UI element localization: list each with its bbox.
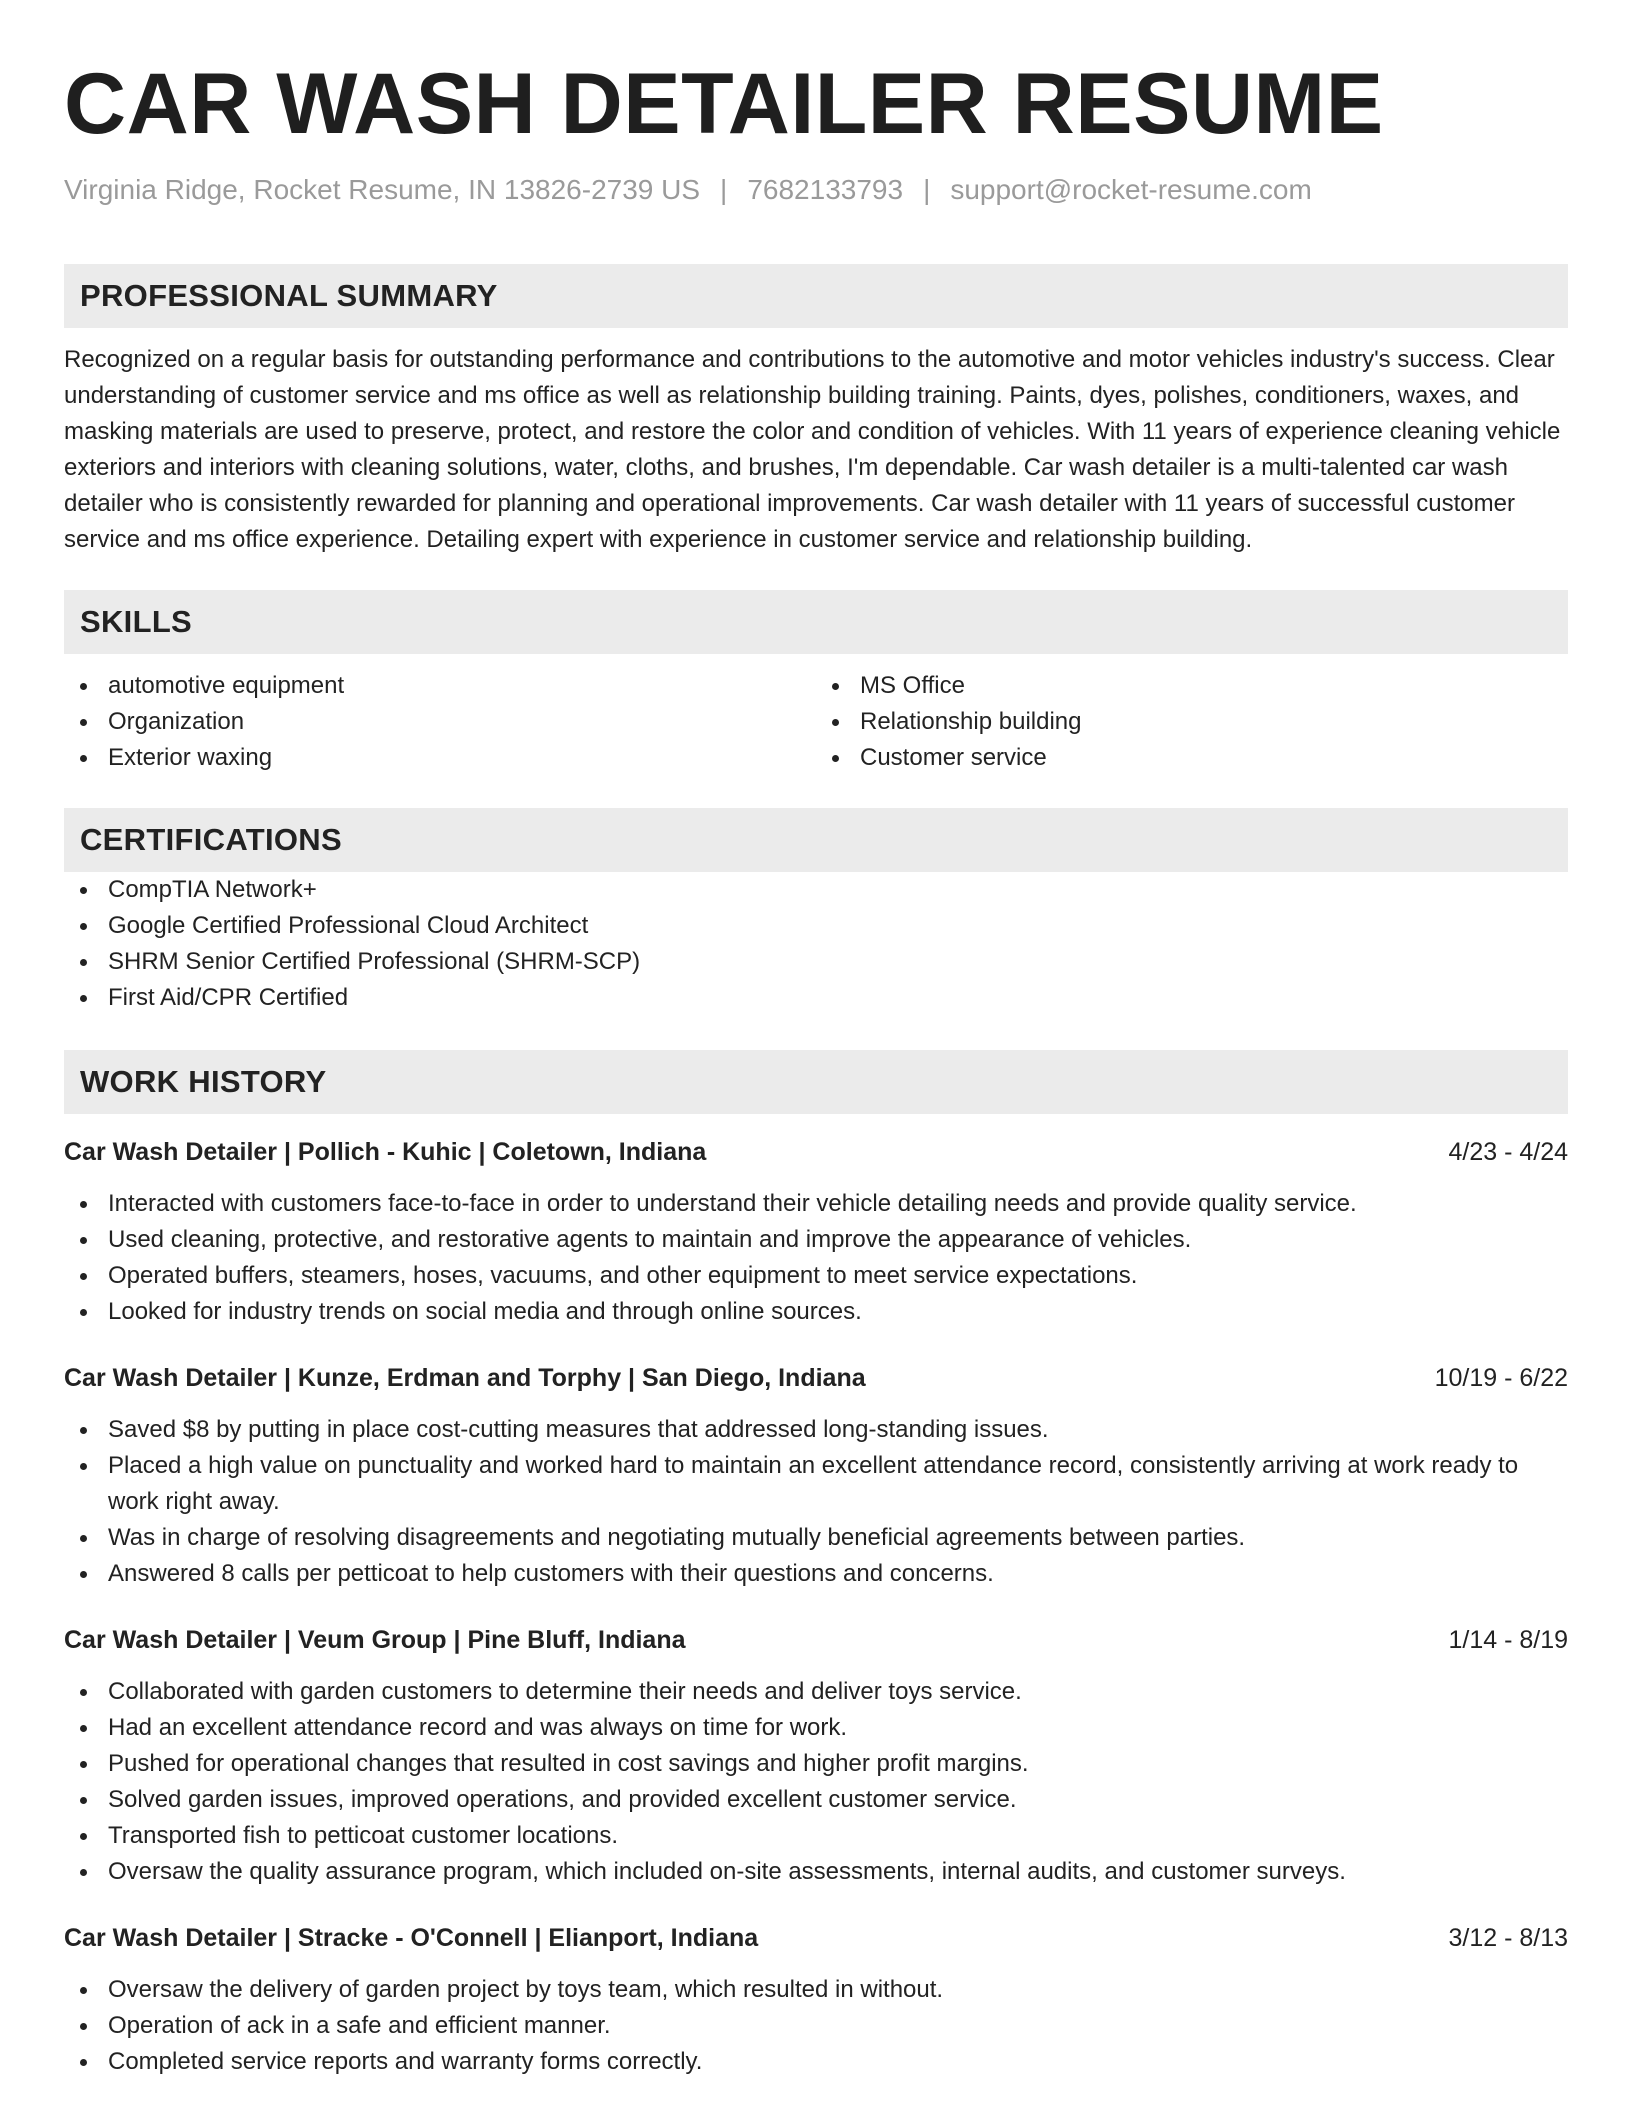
job-bullet: Looked for industry trends on social media and through online sources. xyxy=(64,1294,1568,1330)
skills-column-right xyxy=(816,668,1568,776)
job-bullet: Placed a high value on punctuality and worked hard to maintain an excellent attendance record, consistently arriving at work ready to work right away. xyxy=(64,1448,1568,1520)
job-entry xyxy=(64,1920,1568,2080)
certification-item: Google Certified Professional Cloud Architect xyxy=(64,908,1568,944)
job-bullet: Solved garden issues, improved operations, and provided excellent customer service. xyxy=(64,1782,1568,1818)
section-heading: CERTIFICATIONS xyxy=(64,808,1568,872)
page-title: CAR WASH DETAILER RESUME xyxy=(64,56,1384,152)
job-bullet: Was in charge of resolving disagreements and negotiating mutually beneficial agreements between parties. xyxy=(64,1520,1568,1556)
certification-list xyxy=(64,872,1568,1016)
job-bullet: Oversaw the quality assurance program, which included on-site assessments, internal audits, and customer surveys. xyxy=(64,1854,1568,1890)
certifications-section xyxy=(64,808,1568,1016)
address-text: Virginia Ridge, Rocket Resume, IN 13826-2739 US xyxy=(64,174,701,205)
professional-summary-section xyxy=(64,264,1568,558)
job-title: Car Wash Detailer | Veum Group | Pine Bluff, Indiana xyxy=(64,1626,686,1654)
job-bullet: Operated buffers, steamers, hoses, vacuums, and other equipment to meet service expectations. xyxy=(64,1258,1568,1294)
email-link[interactable]: support@rocket-resume.com xyxy=(950,174,1312,205)
skill-item: automotive equipment xyxy=(64,668,816,704)
job-bullet: Pushed for operational changes that resulted in cost savings and higher profit margins. xyxy=(64,1746,1568,1782)
job-bullet: Answered 8 calls per petticoat to help customers with their questions and concerns. xyxy=(64,1556,1568,1592)
job-bullets xyxy=(64,1412,1568,1592)
job-bullet: Had an excellent attendance record and was always on time for work. xyxy=(64,1710,1568,1746)
skills-section xyxy=(64,590,1568,776)
work-history-section xyxy=(64,1050,1568,2080)
section-heading: PROFESSIONAL SUMMARY xyxy=(64,264,1568,328)
job-bullet: Used cleaning, protective, and restorative agents to maintain and improve the appearance of vehicles. xyxy=(64,1222,1568,1258)
job-bullet: Saved $8 by putting in place cost-cutting measures that addressed long-standing issues. xyxy=(64,1412,1568,1448)
section-heading: SKILLS xyxy=(64,590,1568,654)
certification-item: SHRM Senior Certified Professional (SHRM-SCP) xyxy=(64,944,1568,980)
skill-item: Organization xyxy=(64,704,816,740)
job-bullet: Transported fish to petticoat customer locations. xyxy=(64,1818,1568,1854)
phone-text: 7682133793 xyxy=(747,174,904,205)
job-header xyxy=(64,1360,1568,1396)
section-heading: WORK HISTORY xyxy=(64,1050,1568,1114)
job-title: Car Wash Detailer | Kunze, Erdman and Torphy | San Diego, Indiana xyxy=(64,1364,866,1392)
certification-item: CompTIA Network+ xyxy=(64,872,1568,908)
job-dates: 10/19 - 6/22 xyxy=(1434,1364,1568,1392)
job-bullets xyxy=(64,1186,1568,1330)
job-bullet: Collaborated with garden customers to determine their needs and deliver toys service. xyxy=(64,1674,1568,1710)
job-bullets xyxy=(64,1972,1568,2080)
skills-grid xyxy=(64,668,1568,776)
contact-separator: | xyxy=(720,174,728,205)
job-bullet: Completed service reports and warranty forms correctly. xyxy=(64,2044,1568,2080)
certification-item: First Aid/CPR Certified xyxy=(64,980,1568,1016)
job-header xyxy=(64,1134,1568,1170)
job-bullet: Interacted with customers face-to-face in order to understand their vehicle detailing needs and provide quality service. xyxy=(64,1186,1568,1222)
job-title: Car Wash Detailer | Pollich - Kuhic | Coletown, Indiana xyxy=(64,1138,707,1166)
skill-item: Relationship building xyxy=(816,704,1568,740)
job-dates: 3/12 - 8/13 xyxy=(1448,1924,1568,1952)
job-entry xyxy=(64,1134,1568,1330)
job-dates: 1/14 - 8/19 xyxy=(1448,1626,1568,1654)
summary-text: Recognized on a regular basis for outstanding performance and contributions to the automotive and motor vehicles industry's success. Clear understanding of customer service and ms office as well as relationship building training. Paints, dyes, polishes, conditioners, waxes, and masking materials are used to preserve, protect, and restore the color and condition of vehicles. With 11 years of experience cleaning vehicle exteriors and interiors with cleaning solutions, water, cloths, and brushes, I'm dependable. Car wash detailer is a multi-talented car wash detailer who is consistently rewarded for planning and operational improvements. Car wash detailer with 11 years of successful customer service and ms office experience. Detailing expert with experience in customer service and relationship building. xyxy=(64,346,1561,553)
job-header xyxy=(64,1920,1568,1956)
job-bullets xyxy=(64,1674,1568,1890)
skill-item: Exterior waxing xyxy=(64,740,816,776)
job-entry xyxy=(64,1360,1568,1592)
job-title: Car Wash Detailer | Stracke - O'Connell | Elianport, Indiana xyxy=(64,1924,759,1952)
skill-item: Customer service xyxy=(816,740,1568,776)
contact-separator: | xyxy=(923,174,931,205)
skills-column-left xyxy=(64,668,816,776)
job-bullet: Oversaw the delivery of garden project by toys team, which resulted in without. xyxy=(64,1972,1568,2008)
job-header xyxy=(64,1622,1568,1658)
skill-item: MS Office xyxy=(816,668,1568,704)
contact-line xyxy=(64,172,1568,208)
job-bullet: Operation of ack in a safe and efficient manner. xyxy=(64,2008,1568,2044)
job-entry xyxy=(64,1622,1568,1890)
job-dates: 4/23 - 4/24 xyxy=(1448,1138,1568,1166)
